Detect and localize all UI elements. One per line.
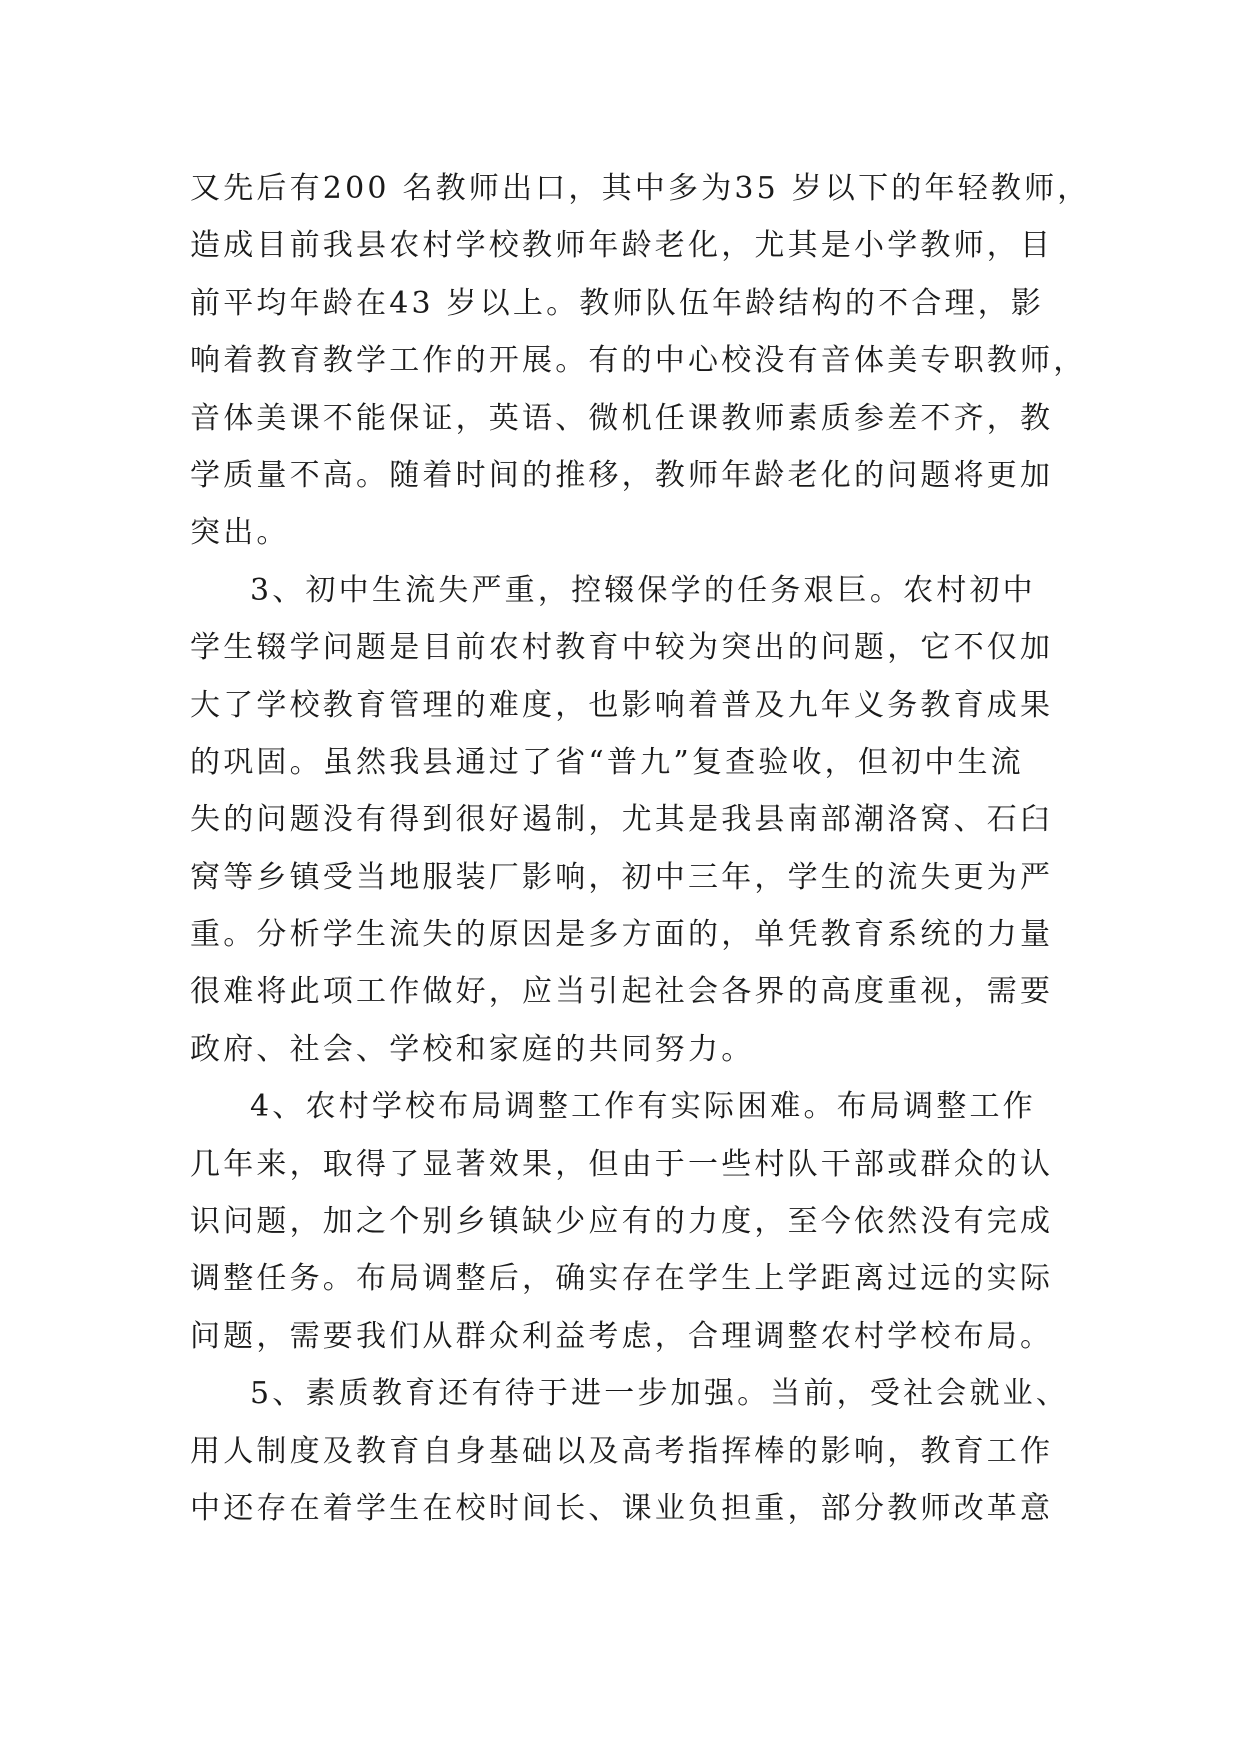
text-line: 重。分析学生流失的原因是多方面的，单凭教育系统的力量: [190, 917, 1054, 953]
text-line: 突出。: [190, 515, 290, 551]
paragraph-5-first-line: 5、素质教育还有待于进一步加强。当前，受社会就业、: [250, 1376, 1070, 1412]
text-line: 调整任务。布局调整后，确实存在学生上学距离过远的实际: [190, 1261, 1054, 1297]
paragraph-4-first-line: 4、农村学校布局调整工作有实际困难。布局调整工作: [250, 1089, 1036, 1125]
text-line: 几年来，取得了显著效果，但由于一些村队干部或群众的认: [190, 1146, 1054, 1182]
text-line: 前平均年龄在43 岁以上。教师队伍年龄结构的不合理，影: [190, 285, 1045, 321]
text-line: 的巩固。虽然我县通过了省“普九”复查验收，但初中生流: [190, 744, 1024, 780]
text-line: 响着教育教学工作的开展。有的中心校没有音体美专职教师，: [190, 343, 1087, 379]
text-line: 造成目前我县农村学校教师年龄老化，尤其是小学教师，目: [190, 228, 1054, 264]
text-line: 大了学校教育管理的难度，也影响着普及九年义务教育成果: [190, 687, 1054, 723]
text-line: 又先后有200 名教师出口，其中多为35 岁以下的年轻教师，: [190, 171, 1091, 206]
text-line: 问题，需要我们从群众利益考虑，合理调整农村学校布局。: [190, 1318, 1054, 1354]
text-line: 政府、社会、学校和家庭的共同努力。: [190, 1031, 755, 1067]
body-text: [190, 160, 1091, 1537]
text-line: 窝等乡镇受当地服装厂影响，初中三年，学生的流失更为严: [190, 859, 1054, 895]
text-line: 很难将此项工作做好，应当引起社会各界的高度重视，需要: [190, 974, 1054, 1010]
text-line: 学生辍学问题是目前农村教育中较为突出的问题，它不仅加: [190, 630, 1054, 666]
text-line: 用人制度及教育自身基础以及高考指挥棒的影响，教育工作: [190, 1433, 1054, 1469]
text-line: 音体美课不能保证，英语、微机任课教师素质参差不齐，教: [190, 400, 1054, 436]
text-line: 学质量不高。随着时间的推移，教师年龄老化的问题将更加: [190, 457, 1054, 493]
text-line: 识问题，加之个别乡镇缺少应有的力度，至今依然没有完成: [190, 1204, 1054, 1240]
paragraph-3-first-line: 3、初中生流失严重，控辍保学的任务艰巨。农村初中: [250, 572, 1036, 608]
text-line: 中还存在着学生在校时间长、课业负担重，部分教师改革意: [190, 1490, 1054, 1526]
text-line: 失的问题没有得到很好遏制，尤其是我县南部潮洛窝、石臼: [190, 802, 1054, 838]
